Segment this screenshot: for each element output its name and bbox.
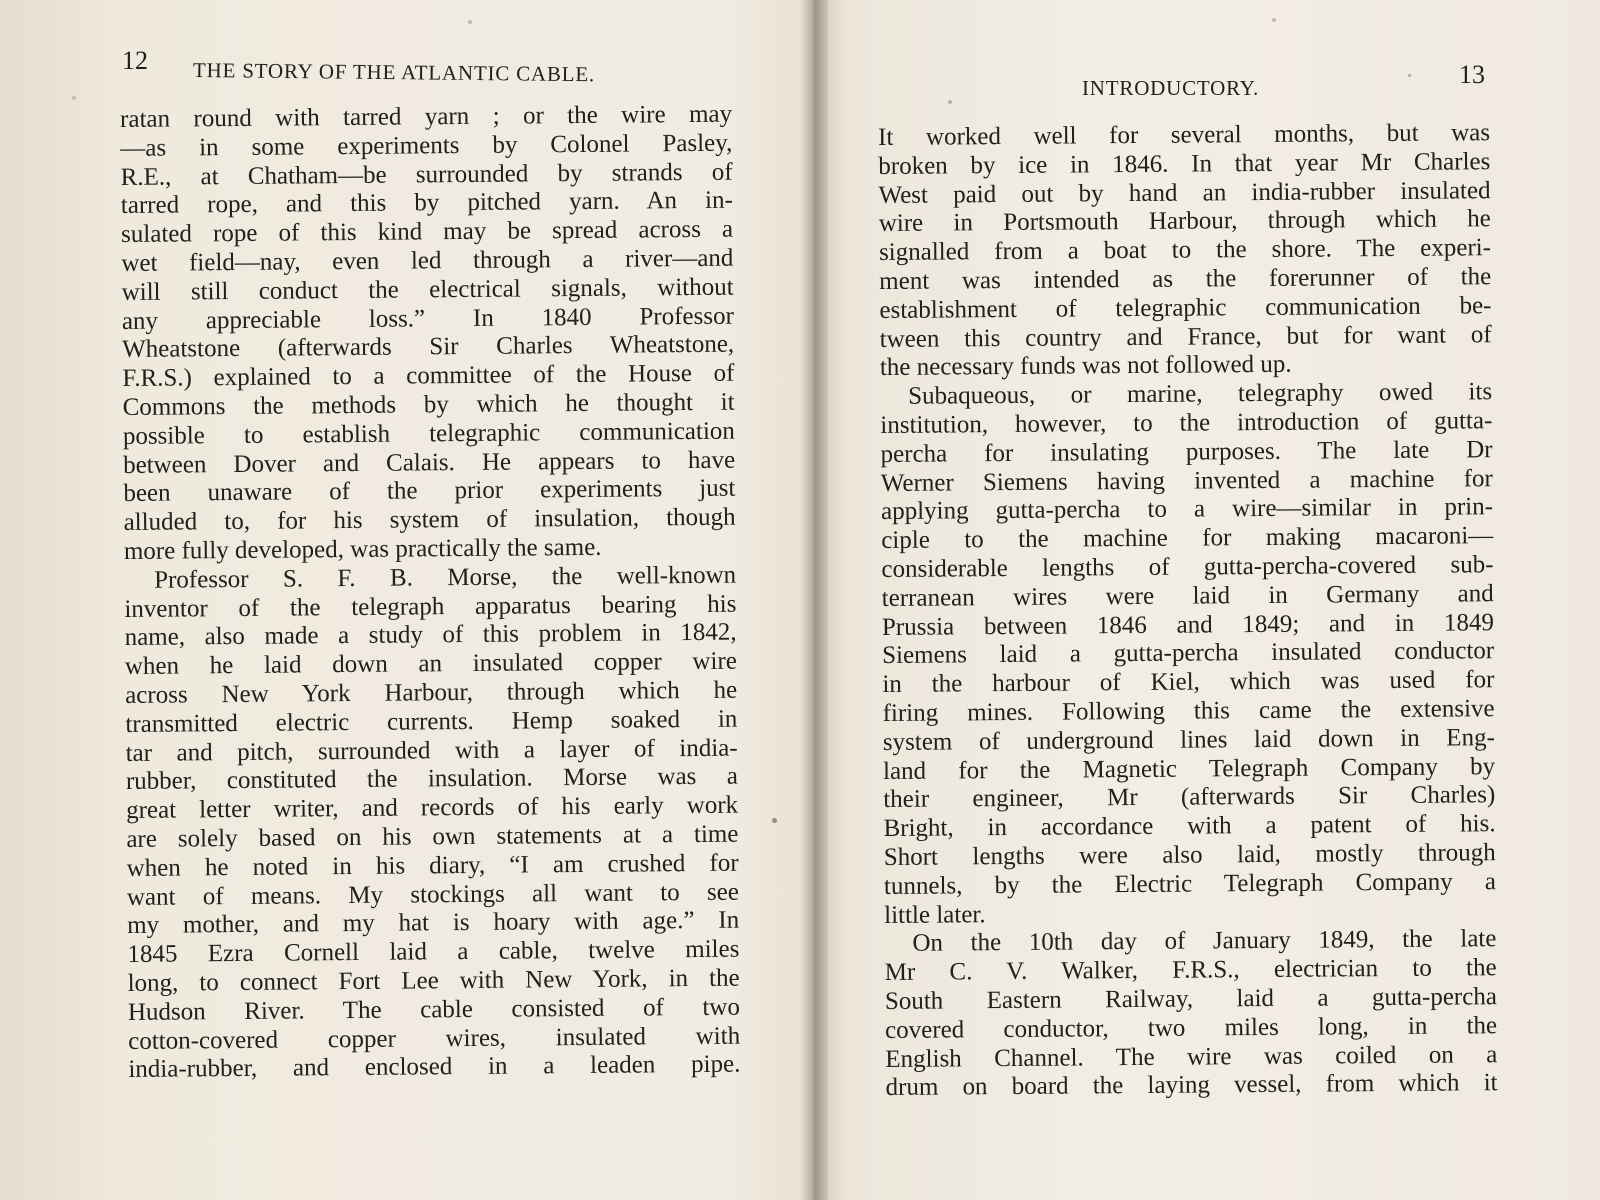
text-line: inventor of the telegraph apparatus bearing his (124, 590, 737, 623)
text-line: when he laid down an insulated copper wire (124, 647, 737, 681)
text-line: sulated rope of this kind may be spread across a (121, 215, 734, 249)
text-line: ratan round with tarred yarn ; or the wire may (120, 100, 733, 133)
text-line: On the 10th day of January 1849, the late (912, 925, 1497, 958)
text-line: tween this country and France, but for want of (879, 320, 1492, 353)
text-line: tunnels, by the Electric Telegraph Company a (883, 867, 1497, 900)
text-line: drum on board the laying vessel, from which it (885, 1069, 1498, 1102)
text-line: Werner Siemens having invented a machine for (880, 464, 1493, 497)
text-line: system of underground lines laid down in Eng- (882, 723, 1495, 756)
text-line: long, to connect Fort Lee with New York, in the (127, 964, 740, 997)
text-line: cotton-covered copper wires, insulated with (128, 1022, 741, 1055)
text-line: alluded to, for his system of insulation, though (123, 503, 736, 537)
text-line: possible to establish telegraphic communication (122, 417, 735, 450)
running-head-right: INTRODUCTORY. (1082, 76, 1260, 100)
paper-speck (468, 20, 472, 24)
text-line: Siemens laid a gutta-percha insulated conductor (882, 637, 1495, 670)
text-line: broken by ice in 1846. In that year Mr Charles (878, 147, 1491, 180)
text-line: 1845 Ezra Cornell laid a cable, twelve miles (127, 935, 740, 969)
text-line: more fully developed, was practically the same. (123, 533, 602, 565)
text-line: Prussia between 1846 and 1849; and in 1849 (881, 608, 1495, 641)
text-line: are solely based on his own statements at a time (126, 820, 739, 853)
right-page (828, 0, 1600, 1200)
text-line: English Channel. The wire was coiled on a (885, 1040, 1498, 1073)
text-line: tar and pitch, surrounded with a layer of india- (125, 734, 738, 767)
running-head-left: THE STORY OF THE ATLANTIC CABLE. (192, 58, 596, 87)
paper-speck (72, 96, 76, 100)
paper-speck (1272, 18, 1276, 22)
text-line: been unaware of the prior experiments just (123, 475, 736, 508)
text-line: will still conduct the electrical signals, without (121, 273, 734, 306)
text-line: firing mines. Following this came the extensive (882, 695, 1495, 727)
text-line: ciple to the machine for making macaroni— (881, 522, 1494, 555)
text-line: Bright, in accordance with a patent of his. (883, 810, 1496, 843)
text-line: wet field—nay, even led through a river—and (121, 244, 734, 277)
text-line: Wheatstone (afterwards Sir Charles Wheatstone, (122, 331, 735, 364)
text-line: applying gutta-percha to a wire—similar in prin- (880, 493, 1494, 526)
text-line: want of means. My stockings all want to see (126, 878, 739, 911)
page-number-left: 12 (122, 46, 148, 75)
paper-speck (1408, 74, 1411, 77)
text-line: india-rubber, and enclosed in a leaden pipe. (128, 1050, 741, 1084)
text-line: Hudson River. The cable consisted of two (127, 993, 741, 1026)
text-line: considerable lengths of gutta-percha-covered sub- (881, 551, 1494, 583)
paper-speck (948, 100, 952, 104)
left-page-text (120, 101, 741, 1085)
text-line: between Dover and Calais. He appears to have (123, 446, 736, 479)
text-line: Short lengths were also laid, mostly through (883, 839, 1496, 871)
text-line: when he noted in his diary, “I am crushed for (126, 849, 739, 882)
text-line: any appreciable loss.” In 1840 Professor (121, 302, 734, 335)
text-line: transmitted electric currents. Hemp soaked in (125, 705, 738, 738)
text-line: F.R.S.) explained to a committee of the House of (122, 359, 735, 393)
book-gutter (800, 0, 828, 1200)
right-page-text (878, 119, 1498, 1103)
text-line: institution, however, to the introduction of gutta- (880, 407, 1493, 439)
text-line: the necessary funds was not followed up. (879, 351, 1292, 382)
text-line: terranean wires were laid in Germany and (881, 579, 1494, 612)
text-line: —as in some experiments by Colonel Pasley, (120, 129, 733, 162)
text-line: R.E., at Chatham—be surrounded by strands of (120, 158, 733, 191)
text-line: It worked well for several months, but was (878, 119, 1491, 151)
text-line: across New York Harbour, through which he (125, 676, 738, 709)
text-line: tarred rope, and this by pitched yarn. An in- (120, 187, 733, 220)
text-line: Mr C. V. Walker, F.R.S., electrician to the (884, 954, 1497, 987)
text-line: little later. (884, 900, 986, 929)
text-line: Professor S. F. B. Morse, the well-known (154, 561, 737, 594)
text-line: rubber, constituted the insulation. Morse was a (125, 762, 738, 796)
page-number-right: 13 (1459, 60, 1485, 89)
text-line: signalled from a boat to the shore. The experi- (878, 234, 1492, 267)
text-line: ment was intended as the forerunner of the (879, 263, 1492, 295)
text-line: South Eastern Railway, laid a gutta-percha (884, 983, 1497, 1015)
text-line: Subaqueous, or marine, telegraphy owed its (908, 378, 1493, 410)
text-line: in the harbour of Kiel, which was used for (882, 666, 1495, 699)
text-line: land for the Magnetic Telegraph Company by (882, 752, 1496, 785)
text-line: my mother, and my hat is hoary with age.” In (127, 906, 740, 940)
text-line: great letter writer, and records of his early work (126, 791, 739, 825)
text-line: percha for insulating purposes. The late Dr (880, 435, 1493, 468)
text-line: covered conductor, two miles long, in the (885, 1011, 1498, 1044)
paper-speck (772, 818, 777, 823)
text-line: West paid out by hand an india-rubber insulated (878, 176, 1491, 209)
text-line: wire in Portsmouth Harbour, through which he (878, 205, 1491, 238)
text-line: name, also made a study of this problem in 1842, (124, 618, 737, 652)
text-line: Commons the methods by which he thought it (122, 388, 735, 421)
text-line: their engineer, Mr (afterwards Sir Charles) (883, 781, 1496, 814)
text-line: establishment of telegraphic communication be- (879, 291, 1492, 324)
